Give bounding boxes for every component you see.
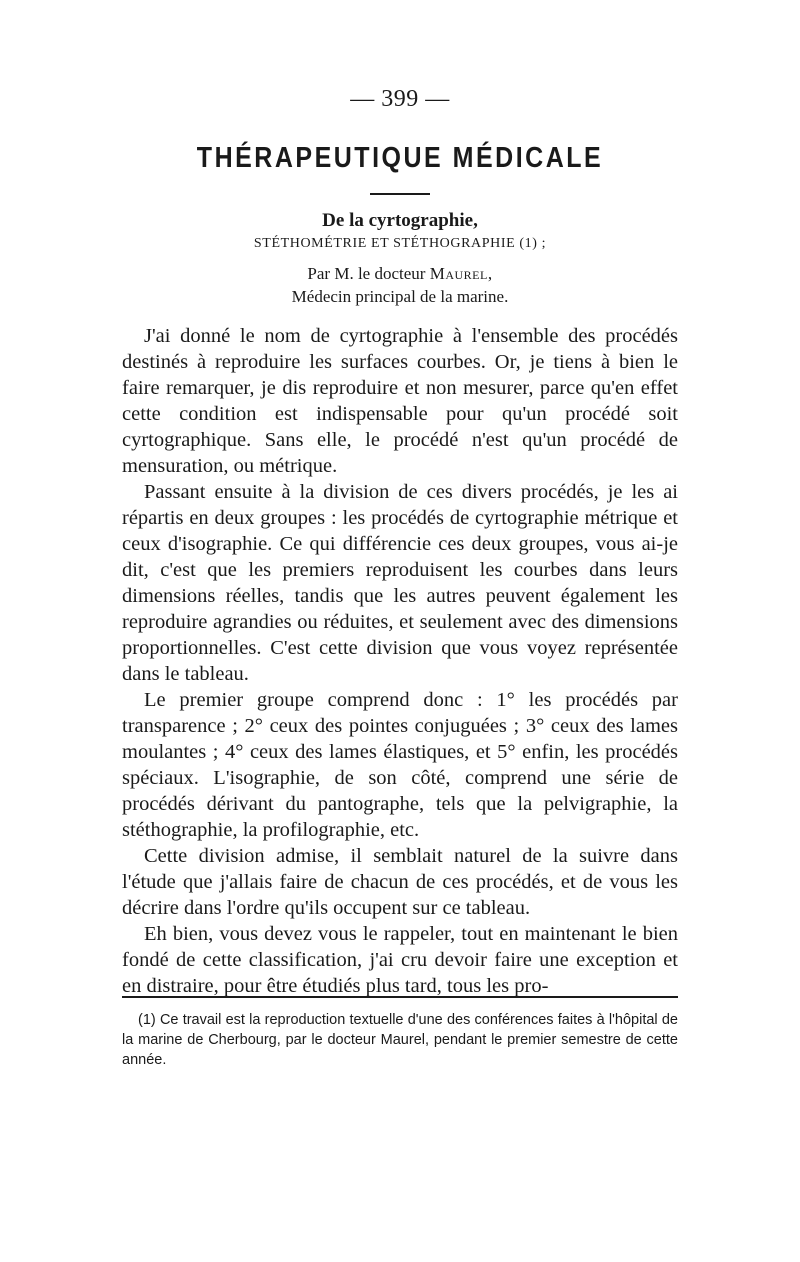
paragraph: Eh bien, vous devez vous le rappeler, tout en maintenant le bien fondé de cette classification, j'ai cru devoir faire une exception et en distraire, pour être étudiés plus tard, tous les pro- — [122, 923, 678, 997]
byline — [0, 264, 800, 284]
paragraph: J'ai donné le nom de cyrtographie à l'ensemble des procédés destinés à reproduire les surfaces courbes. Or, je tiens à bien le faire remarquer, je dis reproduire et non mesurer, parce qu'en effet cette condition est indispensable pour qu'un procédé soit cyrtographique. Sans elle, le procédé n'est qu'un procédé de mensuration, ou métrique. — [122, 325, 678, 477]
footnote-divider — [122, 996, 678, 998]
section-title: THÉRAPEUTIQUE MÉDICALE — [196, 141, 604, 175]
article-title: De la cyrtographie, — [322, 210, 478, 231]
byline-prefix: Par M. le docteur — [307, 264, 430, 283]
article-body — [122, 323, 678, 999]
footnote-text: (1) Ce travail est la reproduction textuelle d'une des conférences faites à l'hôpital de la marine de Cherbourg, par le docteur Maurel, pendant le premier semestre de cette année. — [122, 1012, 678, 1068]
author-name: Maurel, — [429, 264, 493, 283]
paragraph: Passant ensuite à la division de ces divers procédés, je les ai répartis en deux groupes : les procédés de cyrtographie métrique et ceux d'isographie. Ce qui différencie ces deux groupes, vous ai-je dit, c'est que les premiers reproduisent les courbes dans leurs dimensions réelles, tandis que les autres peuvent également les reproduire agrandies ou réduites, et seulement avec des dimensions proportionnelles. C'est cette division que vous voyez représentée dans le tableau. — [122, 481, 678, 685]
author-role: Médecin principal de la marine. — [291, 287, 509, 306]
paragraph: Le premier groupe comprend donc : 1° les procédés par transparence ; 2° ceux des pointes conjuguées ; 3° ceux des lames moulantes ; 4° ceux des lames élastiques, et 5° enfin, les procédés spéciaux. L'isographie, de son côté, comprend une série de procédés dérivant du pantographe, tels que la pelvigraphie, la stéthographie, la profilographie, etc. — [122, 689, 678, 841]
page-number: — 399 — — [350, 86, 450, 112]
article-subtitle: STÉTHOMÉTRIE ET STÉTHOGRAPHIE (1) ; — [253, 236, 547, 251]
paragraph: Cette division admise, il semblait naturel de la suivre dans l'étude que j'allais faire de chacun de ces procédés, et de vous les décrire dans l'ordre qu'ils occupent sur ce tableau. — [122, 845, 678, 919]
title-divider — [370, 193, 430, 195]
footnote — [122, 1010, 678, 1070]
